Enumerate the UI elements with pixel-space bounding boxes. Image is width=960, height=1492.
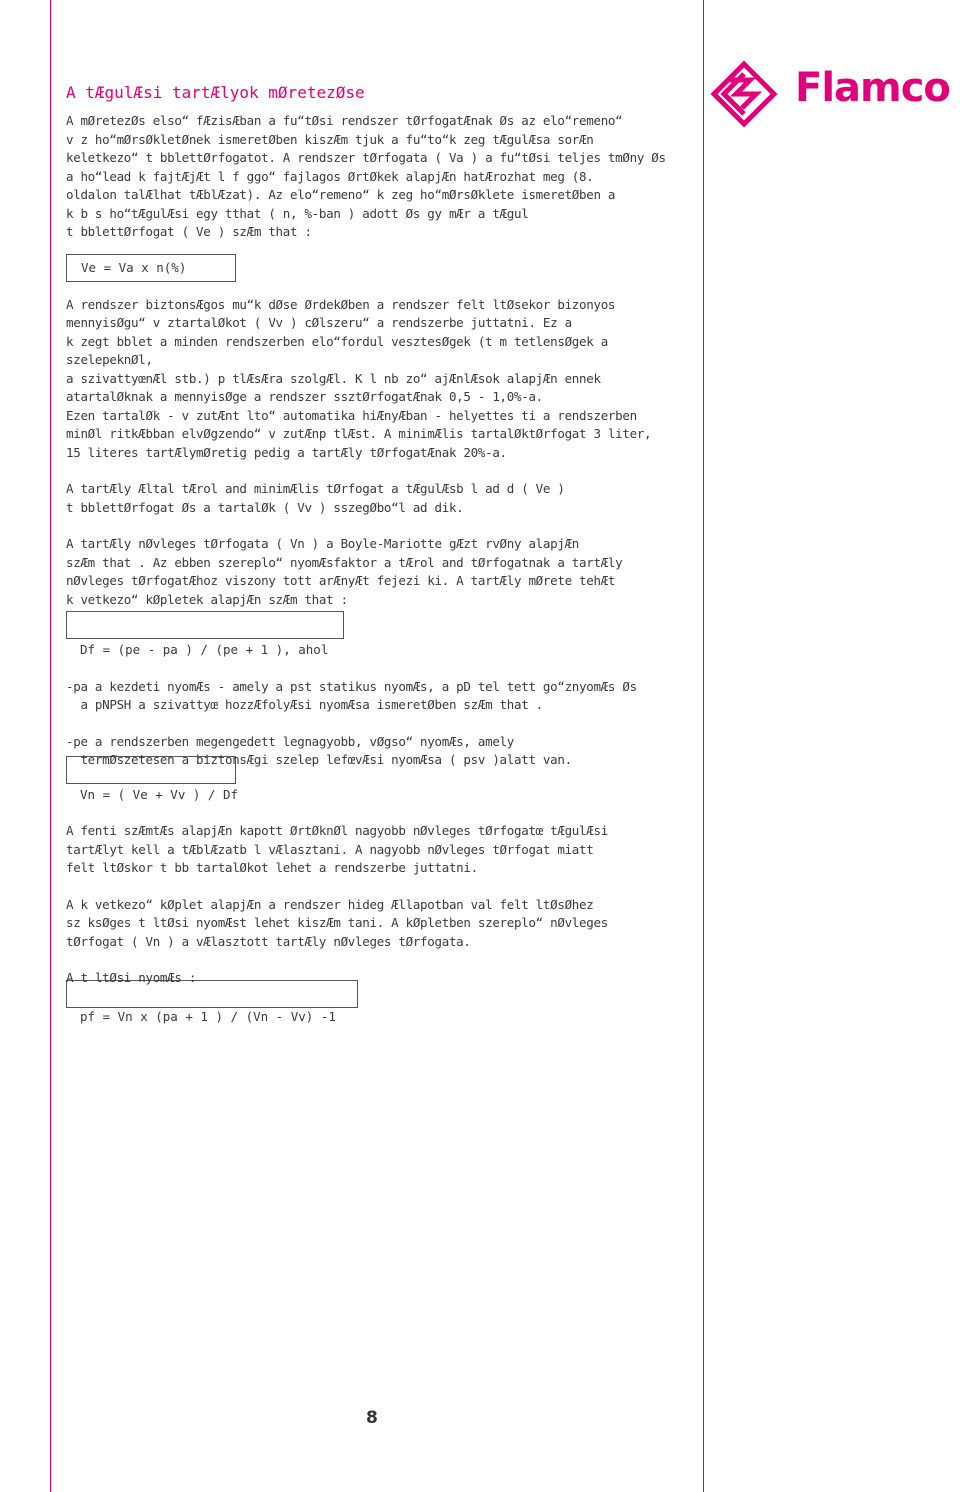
formula-pressure-factor: Df = (pe - pa ) / (pe + 1 ), ahol xyxy=(80,642,329,657)
text-line: termØszetesen a biztonsÆgi szelep lefœvÆsi nyomÆsa ( psv )alatt van. xyxy=(66,752,572,767)
paragraph-fill-pressure xyxy=(66,896,696,952)
left-margin-rule xyxy=(50,0,51,1492)
text-line: 15 literes tartÆlymØretig pedig a tartÆly tØrfogatÆnak 20%-a. xyxy=(66,444,507,460)
paragraph-final-pressure xyxy=(66,733,696,770)
formula-expansion: Ve = Va x n(%) xyxy=(81,259,187,275)
paragraph-initial-pressure xyxy=(66,678,696,715)
text-line: a szivattyœnÆl stb.) p tlÆsÆra szolgÆl. K l nb zo“ ajÆnlÆsok alapjÆn ennek xyxy=(66,370,601,386)
page-title: A tÆgulÆsi tartÆlyok mØretezØse xyxy=(66,83,365,102)
formula-nominal-volume: Vn = ( Ve + Vv ) / Df xyxy=(80,786,239,802)
text-line: atartalØknak a mennyisØge a rendszer ssztØrfogatÆnak 0,5 - 1,0%-a. xyxy=(66,389,543,404)
text-line: sz ksØges t ltØsi nyomÆst lehet kiszÆm tani. A kØpletben szereplo“ nØvleges xyxy=(66,915,608,930)
text-line: t bblettØrfogat Øs a tartalØk ( Vv ) sszegØbo“l ad dik. xyxy=(66,499,464,515)
text-line: szelepeknØl, xyxy=(66,352,153,367)
paragraph-minimum-volume xyxy=(66,480,696,517)
text-line: t bblettØrfogat ( Ve ) szÆm that : xyxy=(66,224,312,239)
paragraph-intro xyxy=(66,112,696,242)
text-line: minØl ritkÆbban elvØgzendo“ v zutÆnp tlÆst. A minimÆlis tartalØktØrfogat 3 liter, xyxy=(66,426,652,441)
text-line: A tartÆly nØvleges tØrfogata ( Vn ) a Boyle-Mariotte gÆzt rvØny alapjÆn xyxy=(66,536,580,551)
paragraph-nominal-volume xyxy=(66,535,696,609)
text-line: k vetkezo“ kØpletek alapjÆn szÆm that : xyxy=(66,591,348,607)
text-line: -pa a kezdeti nyomÆs - amely a pst statikus nyomÆs, a pD tel tett go“znyomÆs Øs xyxy=(66,678,637,694)
text-line: a pNPSH a szivattyœ hozzÆfolyÆsi nyomÆsa ismeretØben szÆm that . xyxy=(66,697,543,712)
text-line: A fenti szÆmtÆs alapjÆn kapott ØrtØknØl nagyobb nØvleges tØrfogatœ tÆgulÆsi xyxy=(66,823,608,838)
text-line: -pe a rendszerben megengedett legnagyobb, vØgso“ nyomÆs, amely xyxy=(66,733,514,749)
text-line: Ezen tartalØk - v zutÆnt lto“ automatika hiÆnyÆban - helyettes ti a rendszerben xyxy=(66,407,637,423)
text-line: k zegt bblet a minden rendszerben elo“fordul vesztesØgek (t m tetlensØgek a xyxy=(66,333,608,349)
brand-name: Flamco xyxy=(795,65,950,111)
right-margin-rule xyxy=(703,0,704,1492)
text-line: A k vetkezo“ kØplet alapjÆn a rendszer hideg Ællapotban val felt ltØsØhez xyxy=(66,896,594,912)
document-body xyxy=(66,82,696,1026)
text-line: tØrfogat ( Vn ) a vÆlasztott tartÆly nØvleges tØrfogata. xyxy=(66,933,471,949)
text-line: a ho“lead k fajtÆjÆt l f ggo“ fajlagos ØrtØkek alapjÆn hatÆrozhat meg (8. xyxy=(66,168,594,184)
text-line: A mØretezØs elso“ fÆzisÆban a fu“tØsi rendszer tØrfogatÆnak Øs az elo“remeno“ xyxy=(66,113,623,128)
formula-expansion-box xyxy=(66,254,236,282)
formula-box xyxy=(66,611,344,639)
fill-pressure-heading xyxy=(66,969,696,988)
text-line: tartÆlyt kell a tÆblÆzatb l vÆlasztani. A nagyobb nØvleges tØrfogat miatt xyxy=(66,841,594,857)
text-line: nØvleges tØrfogatÆhoz viszony tott arÆnyÆt fejezi ki. A tartÆly mØrete tehÆt xyxy=(66,573,616,588)
text-line: keletkezo“ t bblettØrfogatot. A rendszer tØrfogata ( Va ) a fu“tØsi teljes tmØny Øs xyxy=(66,150,666,165)
formula-fill-pressure: pf = Vn x (pa + 1 ) / (Vn - Vv) -1 xyxy=(80,1008,336,1024)
text-line: k b s ho“tÆgulÆsi egy tthat ( n, %-ban ) adott Øs gy mÆr a tÆgul xyxy=(66,205,529,221)
text-line: szÆm that . Az ebben szereplo“ nyomÆsfaktor a tÆrol and tØrfogatnak a tartÆly xyxy=(66,554,623,570)
text-line: v z ho“mØrsØkletØnek ismeretØben kiszÆm tjuk a fu“to“k zeg tÆgulÆsa sorÆn xyxy=(66,131,594,147)
flamco-logo-icon xyxy=(710,60,790,130)
text-line: A t ltØsi nyomÆs : xyxy=(66,970,197,985)
text-line: mennyisØgu“ v ztartalØkot ( Vv ) cØlszeru“ a rendszerbe juttatni. Ez a xyxy=(66,315,572,330)
text-line: oldalon talÆlhat tÆblÆzat). Az elo“remeno“ k zeg ho“mØrsØklete ismeretØben a xyxy=(66,187,616,202)
text-line: felt ltØskor t bb tartalØkot lehet a rendszerbe juttatni. xyxy=(66,860,478,875)
page-number: 8 xyxy=(366,1408,378,1428)
flamco-logo xyxy=(710,60,958,130)
text-line: A tartÆly Æltal tÆrol and minimÆlis tØrfogat a tÆgulÆsb l ad d ( Ve ) xyxy=(66,481,565,496)
paragraph-reserve xyxy=(66,296,696,463)
paragraph-selection xyxy=(66,822,696,878)
text-line: A rendszer biztonsÆgos mu“k dØse ØrdekØben a rendszer felt ltØsekor bizonyos xyxy=(66,296,616,312)
